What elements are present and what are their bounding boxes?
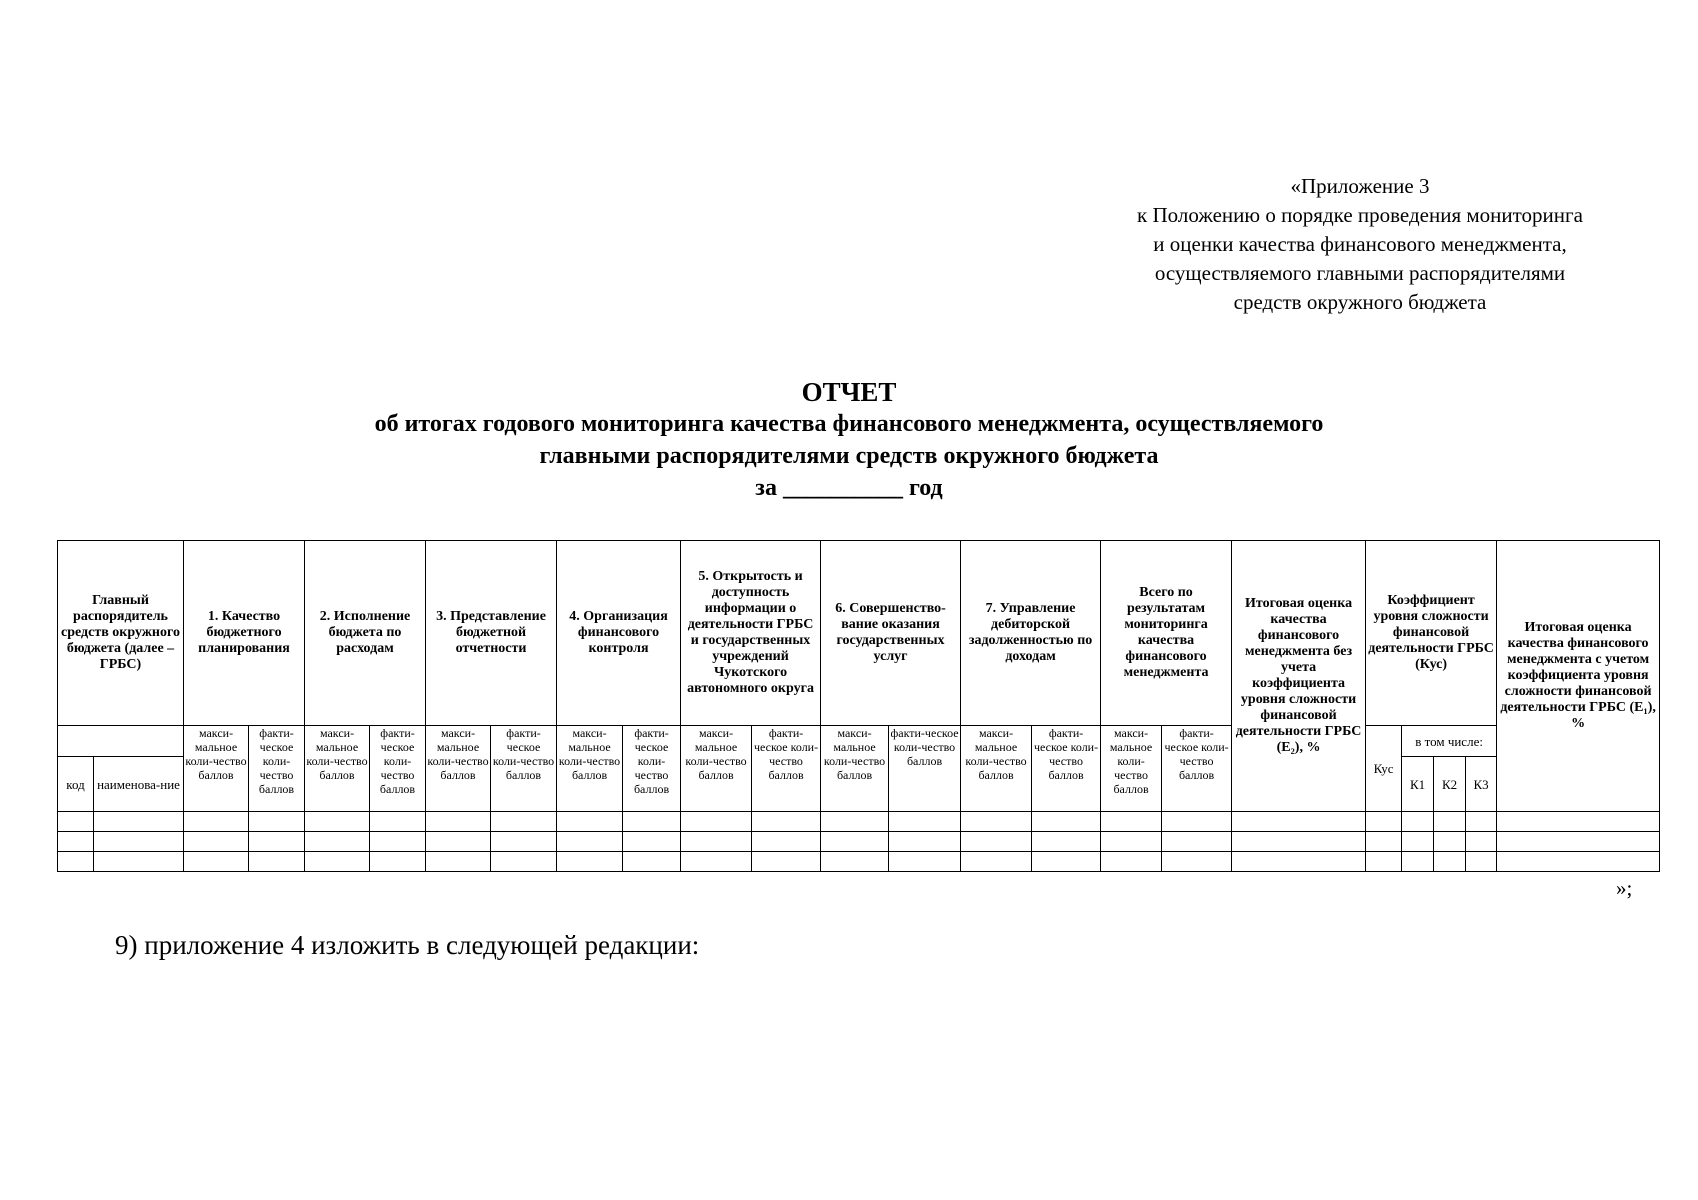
table-cell	[889, 832, 961, 852]
table-cell	[1162, 812, 1232, 832]
appendix-block	[1080, 172, 1640, 317]
grbs-spacer	[58, 726, 184, 757]
appendix-line: средств окружного бюджета	[1233, 290, 1487, 314]
max-score-header: макси-мальное коли-чество баллов	[305, 726, 370, 812]
fact-score-header: факти-ческое коли-чество баллов	[1162, 726, 1232, 812]
appendix-line: и оценки качества финансового менеджмента,	[1153, 232, 1567, 256]
table-cell	[1101, 832, 1162, 852]
total-header: Всего по результатам мониторинга качества финансового менеджмента	[1101, 541, 1232, 726]
table-cell	[94, 852, 184, 872]
max-score-header: макси-мальное коли-чество баллов	[681, 726, 752, 812]
table-cell	[557, 812, 623, 832]
table-cell	[1232, 852, 1366, 872]
section-header: 5. Открытость и доступность информации о деятельности ГРБС и государственных учреждений Чукотского автономного округа	[681, 541, 821, 726]
table-cell	[305, 852, 370, 872]
final-e1-header: Итоговая оценка качества финансового менеджмента с учетом коэффициента уровня сложности финансовой деятельности ГРБС (E₁), %	[1497, 541, 1660, 812]
table-row	[58, 812, 1660, 832]
table-cell	[889, 852, 961, 872]
table-cell	[1366, 832, 1402, 852]
section-header: 2. Исполнение бюджета по расходам	[305, 541, 426, 726]
title-line: об итогах годового мониторинга качества финансового менеджмента, осуществляемого	[374, 411, 1324, 437]
code-header: код	[58, 757, 94, 812]
table-row	[58, 852, 1660, 872]
table-cell	[1032, 852, 1101, 872]
table-cell	[426, 852, 491, 872]
table-cell	[305, 832, 370, 852]
table-cell	[681, 832, 752, 852]
fact-score-header: факти-ческое коли-чество баллов	[370, 726, 426, 812]
table-cell	[1162, 832, 1232, 852]
table-cell	[249, 812, 305, 832]
appendix-line: к Положению о порядке проведения мониторинга	[1137, 203, 1583, 227]
grbs-header: Главный распорядитель средств окружного бюджета (далее – ГРБС)	[58, 541, 184, 726]
max-score-header: макси-мальное коли-чество баллов	[426, 726, 491, 812]
table-cell	[889, 812, 961, 832]
table-cell	[305, 812, 370, 832]
k1-header: К1	[1402, 757, 1434, 812]
table-cell	[961, 832, 1032, 852]
fact-score-header: факти-ческое коли-чество баллов	[1032, 726, 1101, 812]
table-cell	[1466, 852, 1497, 872]
table-cell	[1402, 812, 1434, 832]
table-cell	[681, 852, 752, 872]
section-header: 1. Качество бюджетного планирования	[184, 541, 305, 726]
table-cell	[491, 852, 557, 872]
table-cell	[370, 812, 426, 832]
closing-quote: »;	[1616, 876, 1633, 900]
table-cell	[491, 832, 557, 852]
table-cell	[752, 832, 821, 852]
table-cell	[184, 852, 249, 872]
table-cell	[370, 832, 426, 852]
max-score-header: макси-мальное коли-чество баллов	[1101, 726, 1162, 812]
final-e2-header: Итоговая оценка качества финансового менеджмента без учета коэффициента уровня сложности финансовой деятельности ГРБС (E₂), %	[1232, 541, 1366, 812]
table-cell	[1032, 812, 1101, 832]
table-cell	[623, 812, 681, 832]
table-cell	[961, 852, 1032, 872]
report-table	[57, 540, 1660, 872]
table-cell	[1497, 852, 1660, 872]
table-cell	[1366, 852, 1402, 872]
table-cell	[94, 832, 184, 852]
table-cell	[426, 832, 491, 852]
table-cell	[184, 812, 249, 832]
fact-score-header: факти-ческое коли-чество баллов	[889, 726, 961, 812]
table-cell	[1434, 812, 1466, 832]
appendix-line: осуществляемого главными распорядителями	[1154, 261, 1566, 285]
table-cell	[623, 832, 681, 852]
k2-header: К2	[1434, 757, 1466, 812]
table-cell	[1402, 832, 1434, 852]
table-cell	[1232, 832, 1366, 852]
table-cell	[557, 832, 623, 852]
table-cell	[681, 812, 752, 832]
table-cell	[426, 812, 491, 832]
table-cell	[1366, 812, 1402, 832]
section-header: 3. Представление бюджетной отчетности	[426, 541, 557, 726]
title-line: за __________ год	[755, 475, 943, 501]
table-cell	[1434, 832, 1466, 852]
table-cell	[1101, 852, 1162, 872]
k3-header: К3	[1466, 757, 1497, 812]
table-cell	[752, 812, 821, 832]
max-score-header: макси-мальное коли-чество баллов	[184, 726, 249, 812]
title-heading: ОТЧЕТ	[801, 377, 897, 407]
table-cell	[1162, 852, 1232, 872]
table-cell	[1497, 832, 1660, 852]
coefficient-header: Коэффициент уровня сложности финансовой деятельности ГРБС (Кус)	[1366, 541, 1497, 726]
section-header: 7. Управление дебиторской задолженностью по доходам	[961, 541, 1101, 726]
table-cell	[752, 852, 821, 872]
table-cell	[1434, 852, 1466, 872]
table-cell	[184, 832, 249, 852]
table-cell	[1032, 832, 1101, 852]
kus-header: Кус	[1366, 726, 1402, 812]
table-cell	[1232, 812, 1366, 832]
table-cell	[1101, 812, 1162, 832]
table-cell	[1466, 812, 1497, 832]
table-cell	[491, 812, 557, 832]
table-cell	[58, 812, 94, 832]
fact-score-header: факти-ческое коли-чество баллов	[623, 726, 681, 812]
table-cell	[370, 852, 426, 872]
appendix-line: «Приложение 3	[1290, 174, 1430, 198]
table-row	[58, 832, 1660, 852]
table-cell	[821, 852, 889, 872]
table-cell	[249, 852, 305, 872]
max-score-header: макси-мальное коли-чество баллов	[821, 726, 889, 812]
table-cell	[249, 832, 305, 852]
table-cell	[557, 852, 623, 872]
fact-score-header: факти-ческое коли-чество баллов	[491, 726, 557, 812]
name-header: наименова-ние	[94, 757, 184, 812]
section-header: 6. Совершенство-вание оказания государственных услуг	[821, 541, 961, 726]
amendment-text: 9) приложение 4 изложить в следующей редакции:	[115, 930, 700, 960]
section-header: 4. Организация финансового контроля	[557, 541, 681, 726]
table-cell	[821, 832, 889, 852]
report-title	[0, 376, 1698, 504]
max-score-header: макси-мальное коли-чество баллов	[961, 726, 1032, 812]
fact-score-header: факти-ческое коли-чество баллов	[249, 726, 305, 812]
max-score-header: макси-мальное коли-чество баллов	[557, 726, 623, 812]
table-cell	[623, 852, 681, 872]
title-line: главными распорядителями средств окружного бюджета	[539, 443, 1159, 469]
table-cell	[821, 812, 889, 832]
table-cell	[1402, 852, 1434, 872]
fact-score-header: факти-ческое коли-чество баллов	[752, 726, 821, 812]
table-cell	[94, 812, 184, 832]
table-cell	[1466, 832, 1497, 852]
including-header: в том числе:	[1402, 726, 1497, 757]
table-cell	[58, 832, 94, 852]
table-cell	[58, 852, 94, 872]
table-cell	[1497, 812, 1660, 832]
table-cell	[961, 812, 1032, 832]
